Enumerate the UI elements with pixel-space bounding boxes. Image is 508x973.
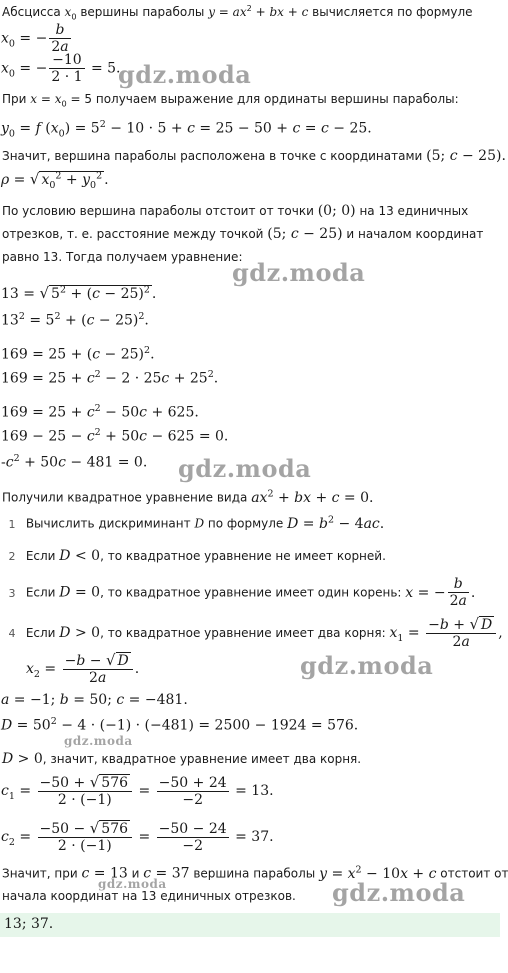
list-item: 4 Если D > 0, то квадратное уравнение имеет два корня: $x_1$ = $\frac{-b + √ D}{2a}$ , — [8, 615, 503, 651]
text-line-24: Значит, при c = 13 и c = 37 вершина параболы $y = x^2 - 10x + c$ отстоит от — [2, 864, 508, 882]
answer-box — [0, 913, 500, 937]
equation-169-d: $169 - 25 - c^2 + 50c - 625 = 0$. — [1, 427, 229, 445]
answer-text: 13; 37. — [4, 916, 54, 932]
text-line-1: Абсцисса $x_0$ вершины параболы $y = ax^2$ + bx + c вычисляется по формуле — [2, 3, 473, 22]
equation-quadratic: $-c^2 + 50c - 481 = 0$. — [1, 453, 148, 471]
watermark-logo-1: gdz.moda — [118, 60, 252, 89]
text-line-25: начала координат на 13 единичных отрезков. — [2, 889, 296, 903]
formula-y0: $y_0 = f$ $(x_0) = 5^2 - 10 \cdot 5 + c = 25 - 50 + c = c - 25$. — [1, 119, 372, 140]
text-line-21: D > 0, значит, квадратное уравнение имеет два корня. — [2, 751, 362, 767]
list-item: 2 Если D < 0, то квадратное уравнение не имеет корней. — [8, 548, 386, 564]
watermark-logo-7: gdz.moda — [332, 878, 466, 907]
watermark-logo-3: gdz.moda — [178, 454, 312, 483]
equation-169-c: $169 = 25 + c^2 - 50c + 625$. — [1, 403, 199, 421]
text-line-4: При $x = x_0 = 5$ получаем выражение для ординаты вершины параболы: — [2, 92, 459, 109]
text-line-6: Значит, вершина параболы расположена в точке с координатами (5; c − 25). — [2, 148, 506, 164]
list-item: 1 Вычислить дискриминант D по формуле $D = b^2 - 4ac$. — [8, 514, 385, 532]
watermark-logo-2: gdz.moda — [232, 258, 366, 287]
watermark-logo-5: gdz.moda — [64, 734, 133, 748]
formula-x0-general: $x_0$ = − $\frac{b}{2a}$ — [1, 22, 69, 56]
text-line-10: равно 13. Тогда получаем уравнение: — [2, 250, 243, 264]
discriminant: $D = 50^2 - 4 \cdot (-1) \cdot (-481) = 2500 - 1924 = 576$. — [1, 716, 359, 734]
text-line-9: отрезков, т. е. расстояние между точкой (5; c − 25) и началом координат — [2, 226, 484, 242]
list-item: 3 Если D = 0, то квадратное уравнение имеет один корень: x = − $\frac{b}{2a}$ . — [8, 576, 476, 610]
watermark-logo-6: gdz.moda — [98, 877, 167, 891]
equation-169-a: $169 = 25 + (c - 25)^2$. — [1, 345, 155, 363]
equation-169-b: $169 = 25 + c^2 - 2 \cdot 25c + 25^2$. — [1, 369, 219, 387]
step-4-x2: $x_2$ = $\frac{-b - √ D}{2a}$ . — [26, 651, 140, 687]
watermark-logo-4: gdz.moda — [300, 651, 434, 680]
equation-13-squared: $13^2 = 5^2 + (c - 25)^2$. — [1, 311, 149, 329]
root-c1: $c_1$ = $\frac{-50 + √ 576}{2 \cdot (-1)}$ = $\frac{-50 + 24}{-2}$ = 13. — [1, 773, 274, 809]
root-c2: $c_2$ = $\frac{-50 - √ 576}{2 \cdot (-1)}$ = $\frac{-50 - 24}{-2}$ = 37. — [1, 819, 274, 855]
equation-13: 13 = √ $5^2 + (c - 25)^2$ . — [1, 284, 157, 302]
formula-x0-value: $x_0$ = − $\frac{-10}{2 \cdot 1}$ = 5. — [1, 52, 121, 86]
text-line-18: Получили квадратное уравнение вида $ax^2$ + bx + c = 0. — [2, 488, 374, 506]
text-line-8: По условию вершина параболы отстоит от точки (0; 0) на 13 единичных — [2, 203, 469, 219]
formula-rho: ρ = √ $x_0^2 + y_0^2$ . — [1, 170, 109, 191]
coefficients: a = −1; b = 50; c = −481. — [1, 692, 188, 708]
